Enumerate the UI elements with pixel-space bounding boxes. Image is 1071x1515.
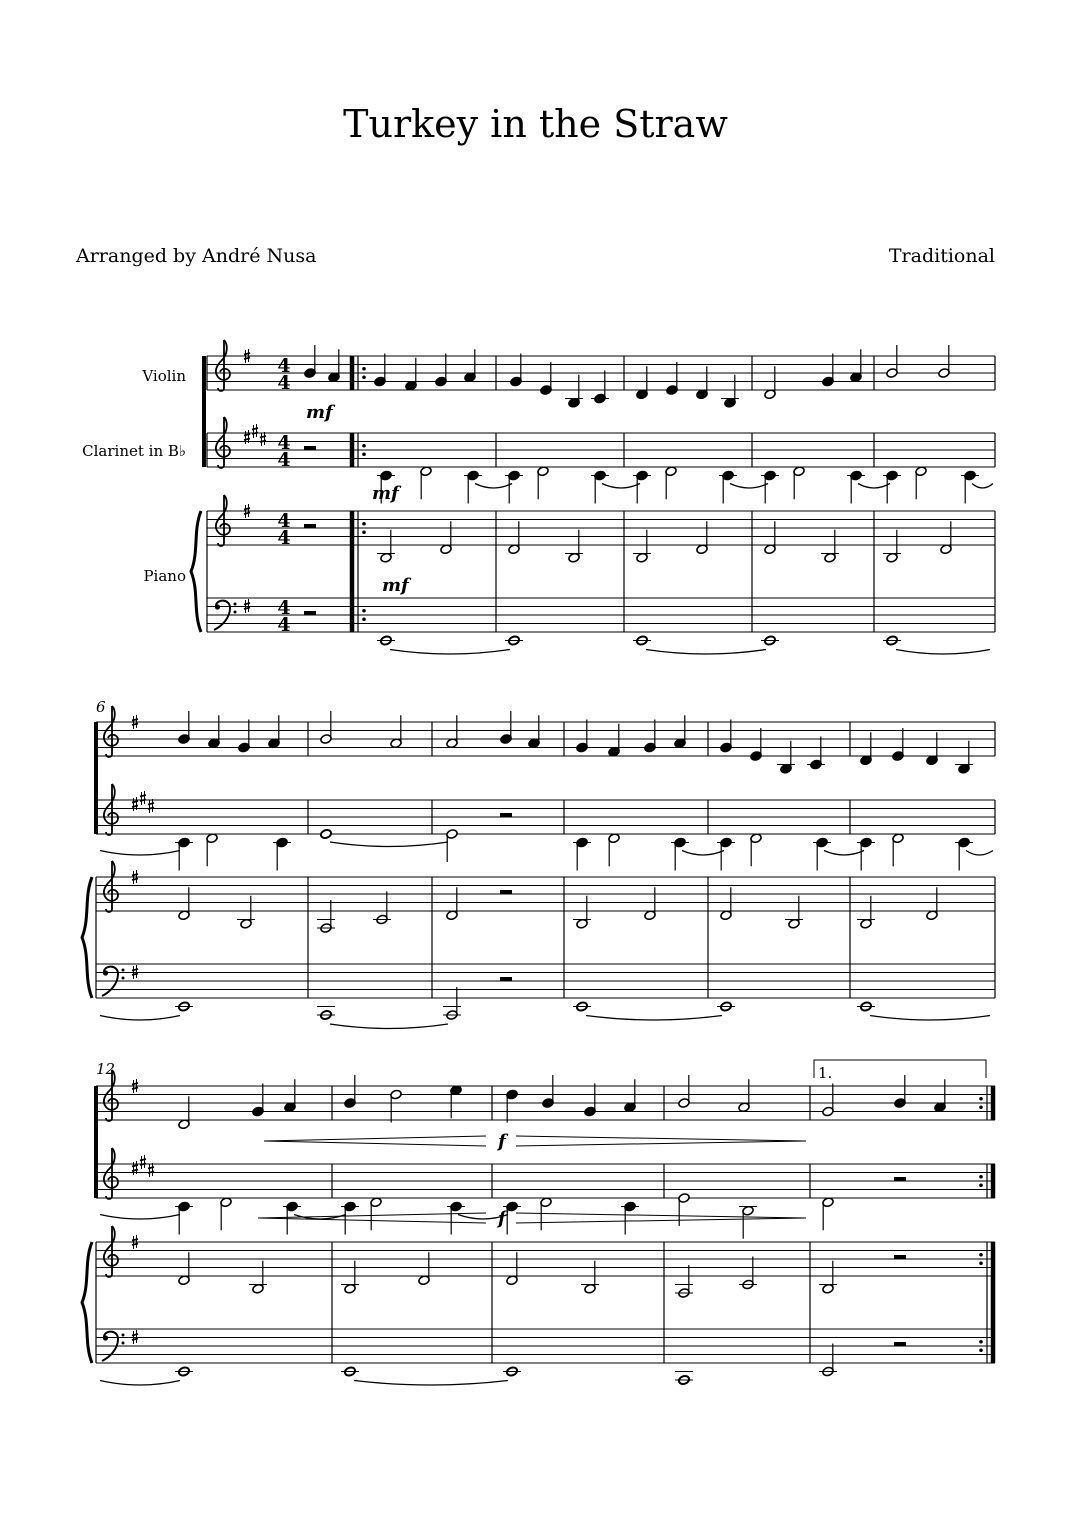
half-note — [926, 887, 938, 920]
quarter-note — [892, 728, 904, 761]
quarter-note — [822, 354, 834, 387]
tie — [100, 851, 180, 856]
time-signature-top: 4 — [277, 510, 291, 532]
tie — [586, 1016, 722, 1021]
half-note — [738, 1079, 750, 1112]
quarter-note — [284, 1079, 296, 1112]
instrument-label-violin: Violin — [142, 367, 186, 385]
treble-clef — [104, 861, 118, 912]
half-note — [418, 1252, 430, 1285]
half-rest — [894, 1342, 906, 1346]
quarter-note — [926, 732, 938, 765]
quarter-note — [696, 366, 708, 399]
repeat-dot — [362, 609, 366, 613]
tie — [100, 1215, 180, 1220]
half-note — [822, 1197, 834, 1230]
half-note — [446, 829, 458, 862]
half-note — [788, 896, 800, 929]
quarter-note — [252, 1084, 264, 1117]
quarter-note — [510, 354, 522, 387]
half-rest — [894, 1177, 906, 1181]
repeat-dot — [362, 530, 366, 534]
half-rest — [304, 446, 316, 450]
treble-clef — [104, 1148, 118, 1199]
quarter-note — [666, 362, 678, 395]
half-note — [380, 530, 392, 563]
volta-bracket — [814, 1060, 986, 1078]
quarter-note — [405, 358, 417, 391]
dynamic-f: f — [498, 1208, 506, 1229]
half-note — [940, 521, 952, 554]
repeat-dot — [362, 444, 366, 448]
quarter-note — [435, 354, 447, 387]
tie — [390, 650, 510, 655]
half-note — [206, 833, 218, 866]
time-signature-bottom: 4 — [277, 449, 291, 471]
whole-note — [320, 829, 332, 840]
tie — [646, 650, 766, 655]
tie — [100, 1381, 180, 1386]
hairpin-crescendo — [264, 1136, 486, 1141]
quarter-note — [178, 711, 190, 744]
half-note — [446, 887, 458, 920]
tie — [824, 851, 864, 856]
half-note — [178, 887, 190, 920]
sharp-sign — [140, 791, 146, 805]
half-rest — [500, 890, 512, 894]
tie — [730, 484, 768, 489]
repeat-dot — [979, 1348, 983, 1352]
half-note — [886, 345, 898, 378]
half-note — [793, 466, 805, 499]
half-note — [537, 466, 549, 499]
half-note — [240, 896, 252, 929]
quarter-note — [608, 724, 620, 757]
half-note — [568, 530, 580, 563]
composer-credit: Traditional — [888, 245, 995, 267]
repeat-dot — [979, 1340, 983, 1344]
half-rest — [500, 813, 512, 817]
time-signature-top: 4 — [277, 597, 291, 619]
half-note — [420, 466, 432, 499]
arranger-credit: Arranged by André Nusa — [76, 245, 317, 267]
repeat-dot — [362, 452, 366, 456]
half-note — [636, 530, 648, 563]
tie — [858, 484, 890, 489]
instrument-label-clarinet: Clarinet in B♭ — [82, 442, 186, 460]
volta-label: 1. — [818, 1064, 833, 1082]
half-note — [824, 530, 836, 563]
quarter-note — [568, 375, 580, 408]
repeat-dot — [362, 617, 366, 621]
repeat-dot — [979, 1097, 983, 1101]
quarter-note — [500, 711, 512, 744]
quarter-note — [542, 1075, 554, 1108]
quarter-note — [934, 1079, 946, 1112]
sharp-sign — [140, 1155, 146, 1169]
half-note — [390, 1089, 402, 1122]
quarter-note — [268, 715, 280, 748]
tie — [602, 484, 640, 489]
half-note — [576, 896, 588, 929]
treble-clef — [104, 1226, 118, 1277]
time-signature-bottom: 4 — [277, 614, 291, 636]
piano-brace — [82, 1242, 92, 1363]
half-note — [915, 466, 927, 499]
quarter-note — [464, 349, 476, 382]
tie — [972, 484, 993, 489]
measure-number: 6 — [96, 698, 106, 716]
quarter-note — [674, 715, 686, 748]
half-note — [644, 887, 656, 920]
half-note — [508, 521, 520, 554]
repeat-dot — [979, 1253, 983, 1257]
half-note — [665, 466, 677, 499]
treble-clef — [216, 495, 230, 546]
half-note — [178, 1096, 190, 1129]
half-note — [860, 896, 872, 929]
time-signature-top: 4 — [277, 355, 291, 377]
hairpin-crescendo — [264, 1141, 486, 1146]
dynamic-mf: mf — [382, 575, 409, 596]
instrument-label-piano: Piano — [143, 567, 186, 585]
half-note — [370, 1197, 382, 1230]
quarter-note — [958, 741, 970, 774]
tie — [330, 1024, 448, 1029]
repeat-dot — [979, 1183, 983, 1187]
quarter-note — [374, 354, 386, 387]
hairpin-diminuendo — [516, 1136, 806, 1141]
half-note — [742, 1205, 754, 1238]
half-note — [938, 345, 950, 378]
quarter-note — [528, 715, 540, 748]
half-note — [822, 1084, 834, 1117]
quarter-note — [584, 1084, 596, 1117]
sharp-sign — [260, 432, 266, 446]
half-note — [764, 366, 776, 399]
half-note — [584, 1261, 596, 1294]
repeat-dot — [362, 367, 366, 371]
quarter-note — [540, 362, 552, 395]
half-note — [446, 715, 458, 748]
half-note — [608, 833, 620, 866]
quarter-note — [624, 1079, 636, 1112]
half-note — [390, 715, 402, 748]
quarter-note — [576, 720, 588, 753]
hairpin-diminuendo — [516, 1213, 806, 1218]
tie — [966, 851, 993, 856]
tie — [896, 650, 990, 655]
half-note — [696, 521, 708, 554]
tie — [475, 484, 512, 489]
repeat-dot — [979, 1175, 983, 1179]
quarter-note — [850, 349, 862, 382]
quarter-note — [860, 732, 872, 765]
quarter-note — [780, 741, 792, 774]
half-note — [678, 1075, 690, 1108]
half-rest — [500, 977, 512, 981]
quarter-note — [506, 1089, 518, 1122]
half-note — [678, 1193, 690, 1226]
half-note — [320, 711, 332, 744]
treble-clef — [104, 784, 118, 835]
quarter-note — [304, 345, 316, 378]
half-note — [506, 1252, 518, 1285]
sharp-sign — [148, 799, 154, 813]
quarter-note — [208, 715, 220, 748]
repeat-dot — [362, 375, 366, 379]
repeat-dot — [979, 1105, 983, 1109]
tie — [330, 842, 448, 847]
sharp-sign — [252, 424, 258, 438]
time-signature-top: 4 — [277, 432, 291, 454]
half-note — [178, 1252, 190, 1285]
half-rest — [894, 1255, 906, 1259]
repeat-dot — [979, 1261, 983, 1265]
quarter-note — [238, 720, 250, 753]
quarter-note — [894, 1075, 906, 1108]
sharp-sign — [148, 1163, 154, 1177]
treble-clef — [216, 417, 230, 468]
treble-clef — [216, 340, 230, 391]
quarter-note — [636, 366, 648, 399]
dynamic-mf: mf — [306, 402, 333, 423]
quarter-note — [344, 1075, 356, 1108]
quarter-note — [750, 728, 762, 761]
dynamic-f: f — [498, 1131, 506, 1152]
half-note — [440, 521, 452, 554]
half-note — [764, 521, 776, 554]
tie — [870, 1016, 990, 1021]
quarter-note — [724, 375, 736, 408]
half-note — [252, 1261, 264, 1294]
dynamic-mf: mf — [372, 483, 399, 504]
half-rest — [304, 524, 316, 528]
piano-brace — [82, 877, 92, 998]
tie — [682, 851, 724, 856]
half-note — [344, 1261, 356, 1294]
treble-clef — [104, 706, 118, 757]
tie — [354, 1381, 508, 1386]
half-note — [892, 833, 904, 866]
hairpin-diminuendo — [516, 1141, 806, 1146]
half-rest — [304, 611, 316, 615]
piano-brace — [191, 511, 201, 632]
hairpin-diminuendo — [516, 1218, 806, 1223]
time-signature-bottom: 4 — [277, 372, 291, 394]
tie — [100, 1016, 180, 1021]
quarter-note — [450, 1085, 462, 1118]
quarter-note — [720, 720, 732, 753]
repeat-dot — [362, 522, 366, 526]
half-note — [886, 530, 898, 563]
half-note — [220, 1197, 232, 1230]
half-note — [720, 887, 732, 920]
half-note — [750, 833, 762, 866]
time-signature-bottom: 4 — [277, 527, 291, 549]
score-title: Turkey in the Straw — [343, 102, 728, 146]
half-note — [822, 1261, 834, 1294]
measure-number: 12 — [96, 1060, 116, 1078]
quarter-note — [644, 720, 656, 753]
quarter-note — [328, 349, 340, 382]
